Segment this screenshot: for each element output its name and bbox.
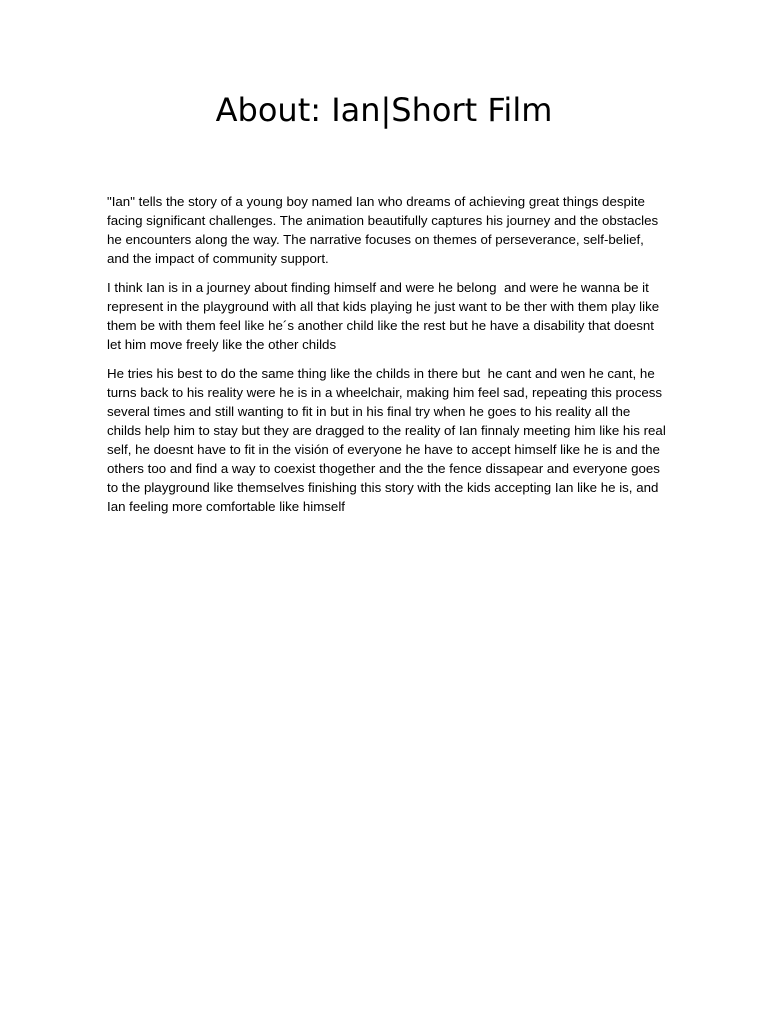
paragraph-journey: I think Ian is in a journey about finding himself and were he belong and were he wanna be it represent in the playground with all that kids playing he just want to be ther with them play like them be with them feel like he´s another child like the rest but he have a disability that doesnt let him move freely like the other childs xyxy=(107,280,663,352)
document-body xyxy=(107,192,670,526)
document-title: About: Ian|Short Film xyxy=(215,91,553,129)
paragraph-summary: "Ian" tells the story of a young boy named Ian who dreams of achieving great things despite facing significant challenges. The animation beautifully captures his journey and the obstacles he encounters along the way. The narrative focuses on themes of perseverance, self-belief, and the impact of community support. xyxy=(107,194,662,266)
paragraph-ending: He tries his best to do the same thing like the childs in there but he cant and wen he cant, he turns back to his reality were he is in a wheelchair, making him feel sad, repeating this process several times and still wanting to fit in but in his final try when he goes to his reality all the childs help him to stay but they are dragged to the reality of Ian finnaly meeting him like his real self, he doesnt have to fit in the visión of everyone he have to accept himself like he is and the others too and find a way to coexist thogether and the the fence dissapear and everyone goes to the playground like themselves finishing this story with the kids accepting Ian like he is, and Ian feeling more comfortable like himself xyxy=(107,366,670,514)
